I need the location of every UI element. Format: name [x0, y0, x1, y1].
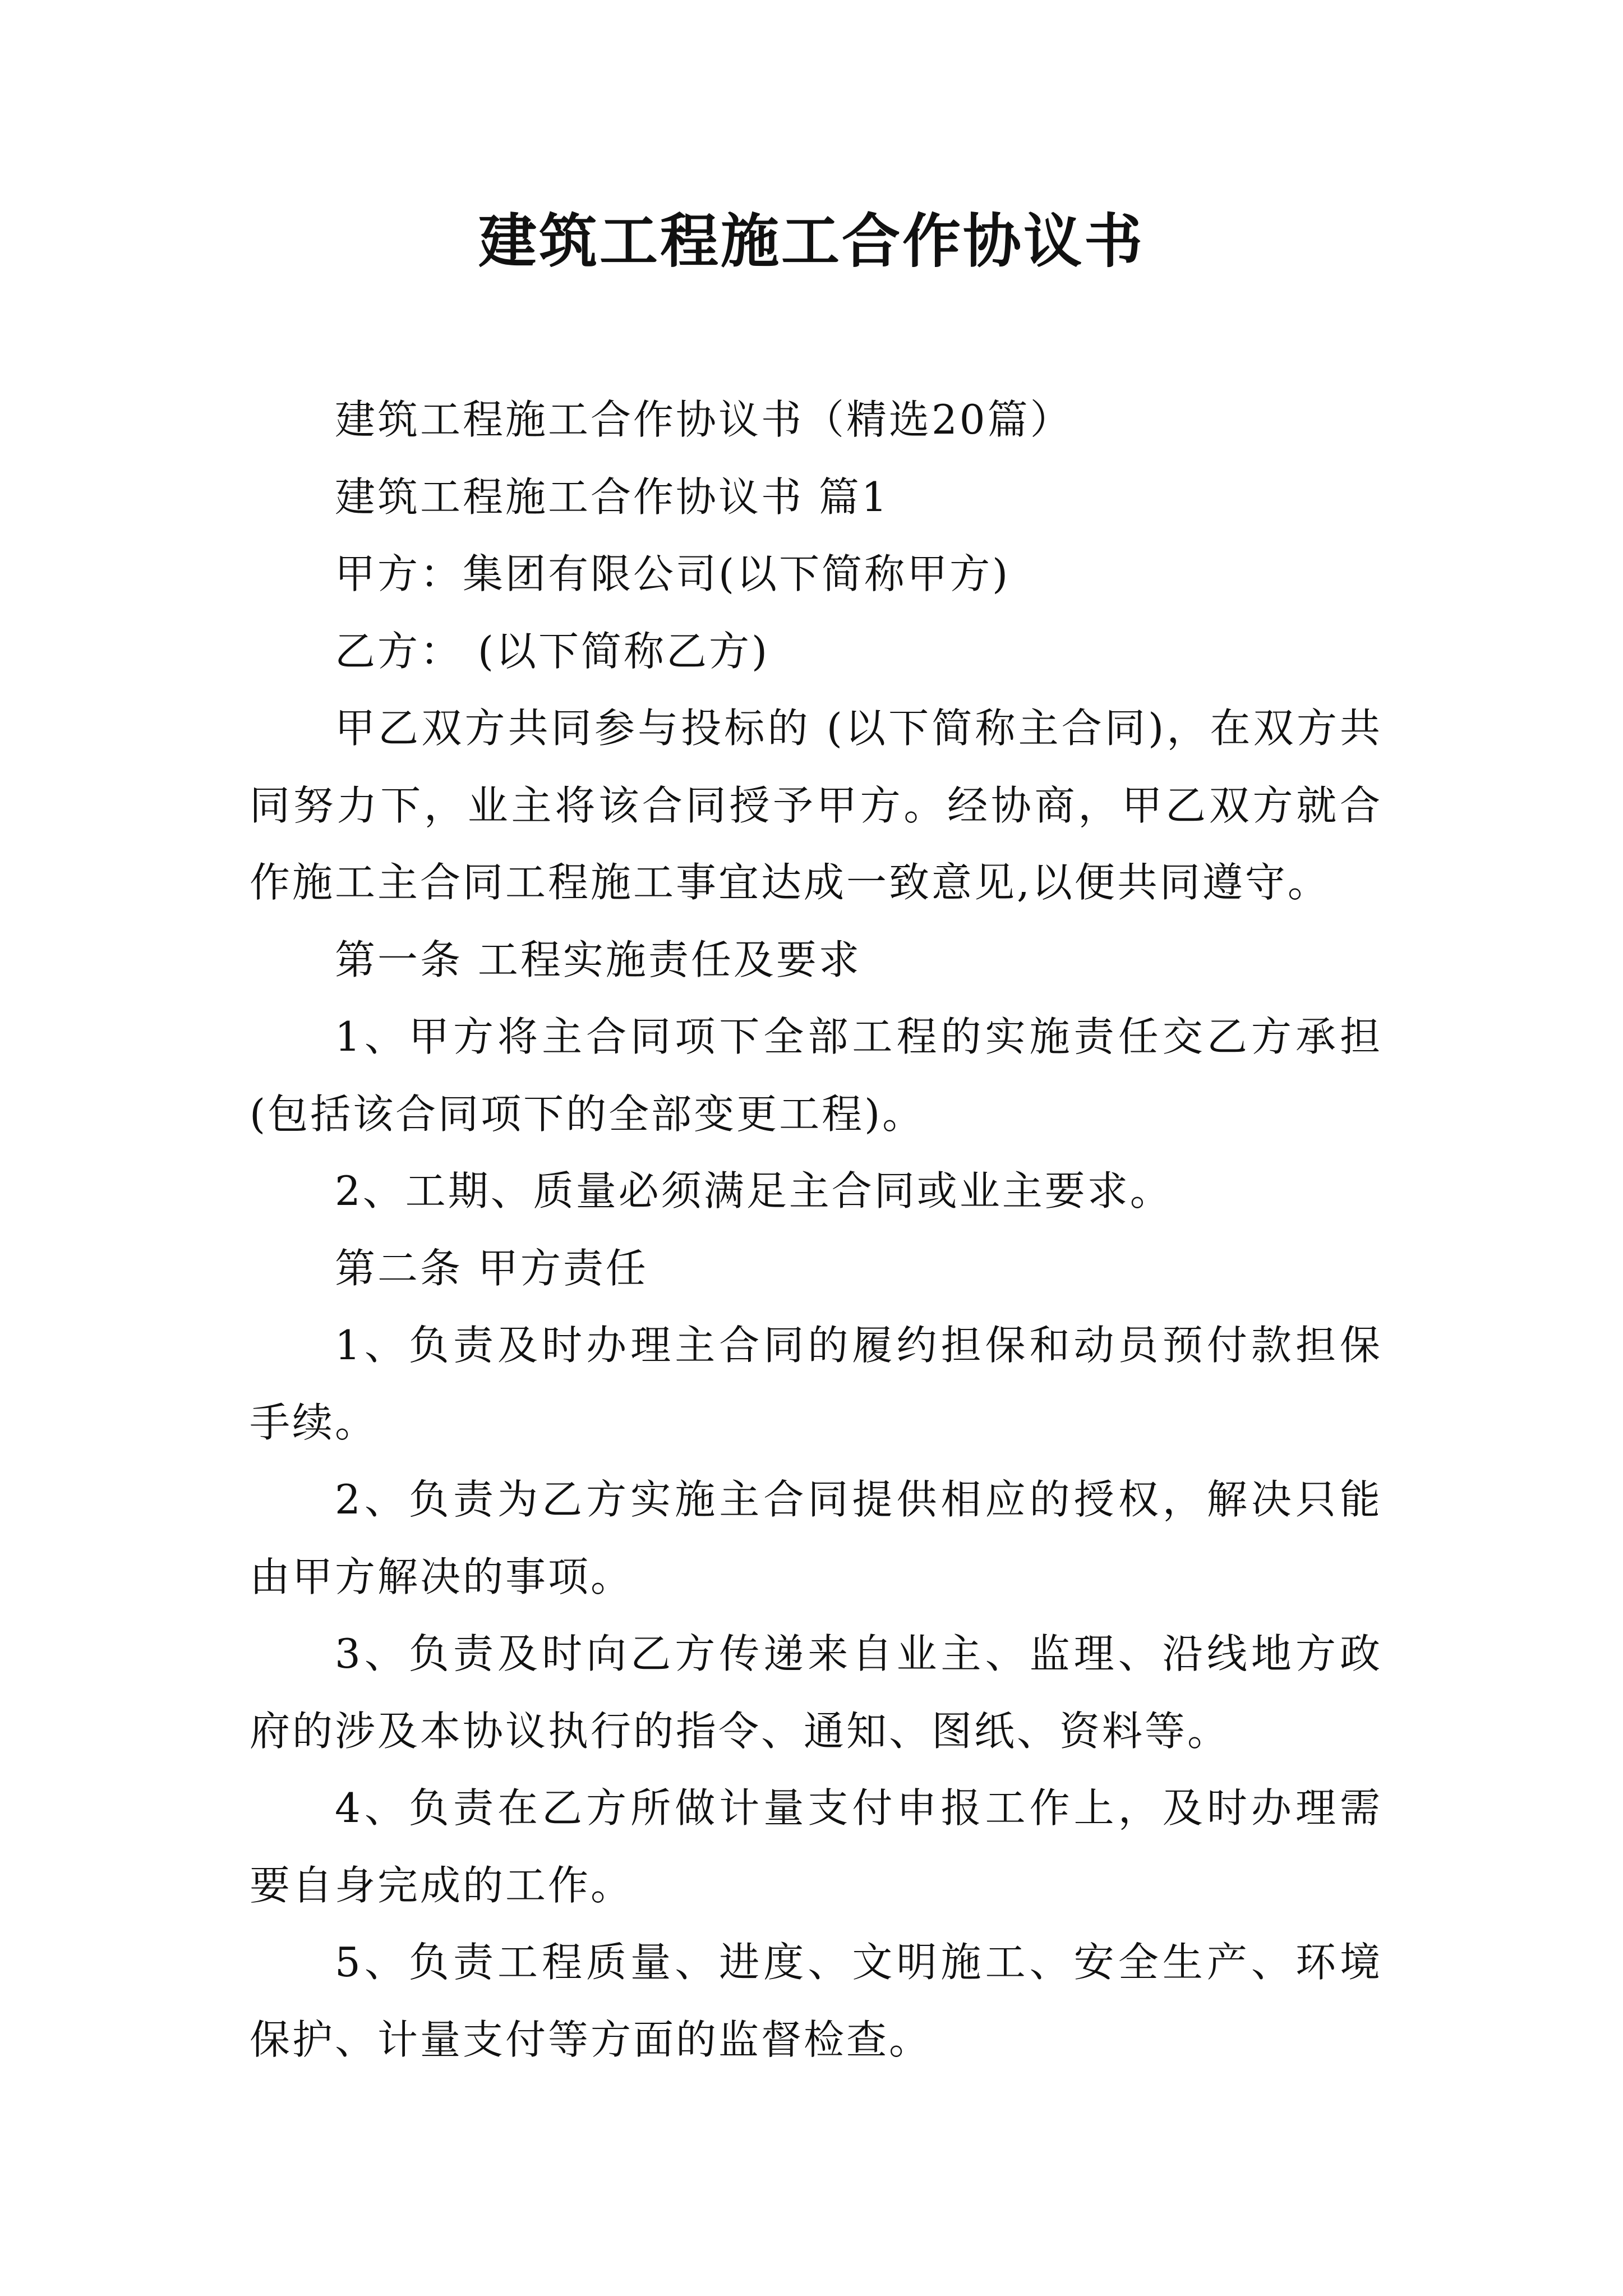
- paragraph-party-a: 甲方：集团有限公司(以下简称甲方): [335, 550, 1011, 597]
- paragraph-party-b: 乙方： (以下简称乙方): [335, 627, 770, 675]
- paragraph-article-1-item-1: 1、甲方将主合同项下全部工程的实施责任交乙方承担(包括该合同项下的全部变更工程)。: [250, 1013, 1382, 1138]
- document-title: 建筑工程施工合作协议书: [478, 206, 1145, 275]
- paragraph-article-2-item-2: 2、负责为乙方实施主合同提供相应的授权，解决只能由甲方解决的事项。: [250, 1476, 1382, 1600]
- paragraph-subtitle: 建筑工程施工合作协议书（精选20篇）: [335, 396, 1073, 443]
- paragraph-article-1-item-2: 2、工期、质量必须满足主合同或业主要求。: [335, 1167, 1173, 1214]
- paragraph-article-2-item-4: 4、负责在乙方所做计量支付申报工作上，及时办理需要自身完成的工作。: [250, 1784, 1382, 1909]
- document-body: [250, 381, 1382, 2078]
- paragraph-article-2-item-1: 1、负责及时办理主合同的履约担保和动员预付款担保手续。: [250, 1322, 1382, 1446]
- paragraph-article-1-heading: 第一条 工程实施责任及要求: [335, 936, 861, 983]
- paragraph-article-2-heading: 第二条 甲方责任: [335, 1244, 648, 1292]
- paragraph-article-2-item-5: 5、负责工程质量、进度、文明施工、安全生产、环境保护、计量支付等方面的监督检查。: [250, 1939, 1382, 2063]
- paragraph-section-heading: 建筑工程施工合作协议书 篇1: [335, 473, 889, 521]
- paragraph-preamble: 甲乙双方共同参与投标的 (以下简称主合同)，在双方共同努力下，业主将该合同授予甲方。经协商，甲乙双方就合作施工主合同工程施工事宜达成一致意见,以便共同遵守。: [250, 705, 1382, 906]
- paragraph-article-2-item-3: 3、负责及时向乙方传递来自业主、监理、沿线地方政府的涉及本协议执行的指令、通知、图纸、资料等。: [250, 1630, 1382, 1755]
